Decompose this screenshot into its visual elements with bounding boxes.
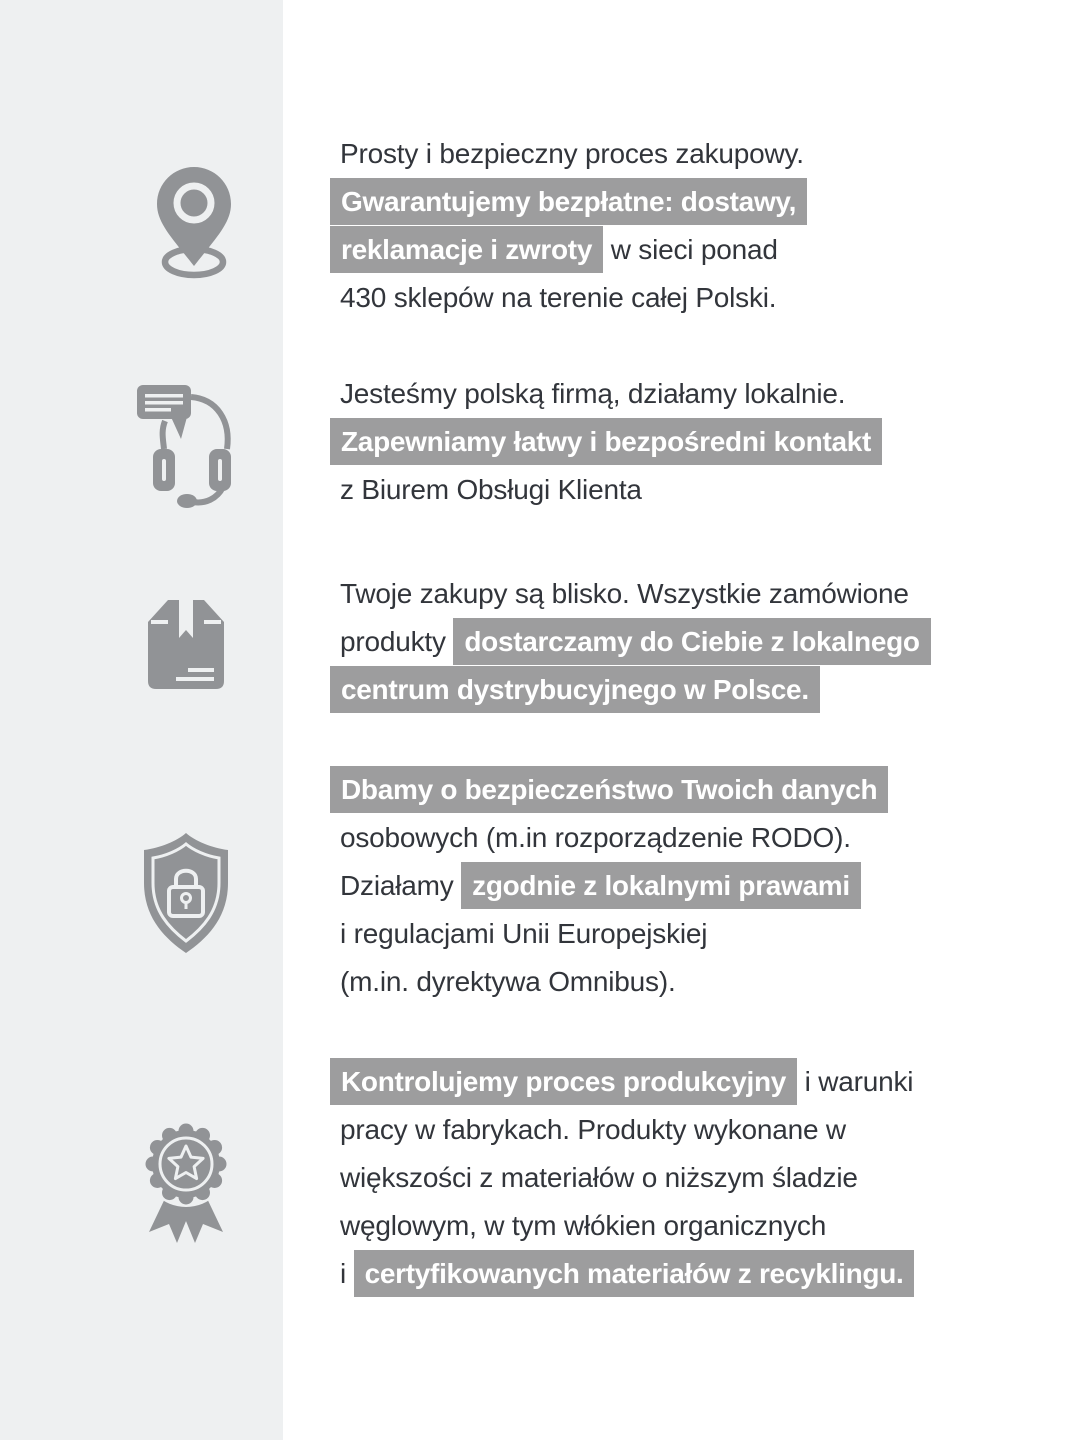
text-line <box>330 1058 914 1106</box>
text-segment: pracy w fabrykach. Produkty wykonane w <box>340 1114 846 1145</box>
highlighted-text-segment: certyfikowanych materiałów z recyklingu. <box>354 1250 915 1297</box>
text-line <box>330 666 931 714</box>
text-line <box>330 766 888 814</box>
text-line <box>330 1154 914 1202</box>
text-line <box>330 466 882 514</box>
text-line <box>330 274 807 322</box>
text-segment: i warunki <box>797 1066 914 1097</box>
shield-lock-icon <box>136 831 236 955</box>
text-segment: 430 sklepów na terenie całej Polski. <box>340 282 777 313</box>
text-segment: i regulacjami Unii Europejskiej <box>340 918 708 949</box>
text-line <box>330 1250 914 1298</box>
highlighted-text-segment: Zapewniamy łatwy i bezpośredni kontakt <box>330 418 882 465</box>
location-pin-icon <box>148 165 240 280</box>
text-line <box>330 814 888 862</box>
feature-section-local-contact <box>330 370 882 514</box>
text-segment: w sieci ponad <box>603 234 778 265</box>
text-segment: większości z materiałów o niższym śladzie <box>340 1162 858 1193</box>
highlighted-text-segment: Kontrolujemy proces produkcyjny <box>330 1058 797 1105</box>
feature-section-free-delivery <box>330 130 807 322</box>
award-badge-icon <box>136 1116 236 1244</box>
highlighted-text-segment: Dbamy o bezpieczeństwo Twoich danych <box>330 766 888 813</box>
text-line <box>330 618 931 666</box>
text-line <box>330 130 807 178</box>
text-line <box>330 1106 914 1154</box>
package-box-icon <box>146 592 226 692</box>
feature-section-data-security <box>330 766 888 1006</box>
highlighted-text-segment: zgodnie z lokalnymi prawami <box>461 862 861 909</box>
highlighted-text-segment: centrum dystrybucyjnego w Polsce. <box>330 666 820 713</box>
text-line <box>330 178 807 226</box>
text-line <box>330 226 807 274</box>
text-segment: (m.in. dyrektywa Omnibus). <box>340 966 676 997</box>
text-line <box>330 570 931 618</box>
text-segment: Jesteśmy polską firmą, działamy lokalnie. <box>340 378 846 409</box>
text-segment: z Biurem Obsługi Klienta <box>340 474 642 505</box>
text-line <box>330 958 888 1006</box>
text-line <box>330 862 888 910</box>
highlighted-text-segment: dostarczamy do Ciebie z lokalnego <box>453 618 930 665</box>
headset-chat-icon <box>137 383 237 513</box>
text-line <box>330 418 882 466</box>
highlighted-text-segment: reklamacje i zwroty <box>330 226 603 273</box>
text-segment: Działamy <box>340 870 462 901</box>
text-segment: i <box>340 1258 354 1289</box>
feature-section-production-control <box>330 1058 914 1298</box>
text-segment: produkty <box>340 626 454 657</box>
text-segment: Twoje zakupy są blisko. Wszystkie zamówione <box>340 578 909 609</box>
text-segment: węglowym, w tym włókien organicznych <box>340 1210 827 1241</box>
highlighted-text-segment: Gwarantujemy bezpłatne: dostawy, <box>330 178 807 225</box>
feature-section-local-distribution <box>330 570 931 714</box>
text-line <box>330 1202 914 1250</box>
text-segment: osobowych (m.in rozporządzenie RODO). <box>340 822 851 853</box>
text-line <box>330 370 882 418</box>
text-segment: Prosty i bezpieczny proces zakupowy. <box>340 138 804 169</box>
text-line <box>330 910 888 958</box>
